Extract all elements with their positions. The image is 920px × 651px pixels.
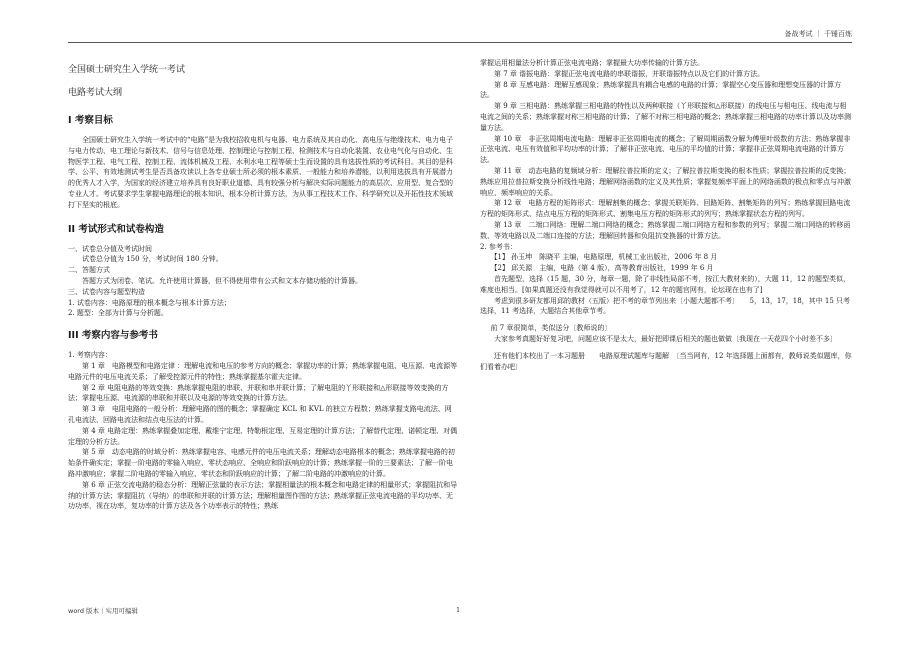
chapter-paragraph: 第 12 章 电路方程的矩阵形式：理解割集的概念；掌握关联矩阵、回路矩阵、割集矩阵的列写；熟练掌握回路电流方程的矩阵形式、结点电压方程的矩阵形式、割集电压方程的矩阵形式的列写；熟练掌握状态方程的列写。 — [480, 199, 851, 219]
chapter-paragraph: 第 1 章 电路模型和电路定律 ：理解电流和电压的参考方向的概念；掌握功率的计算；熟练掌握电阻、电压源、电流源等电路元件的电压电流关系；了解受控源元件的特性；熟练掌握基尔霍夫定律。 — [68, 361, 458, 381]
chapter-paragraph: 第 8 章 互感电路：理解互感现象；熟练掌握具有耦合电感的电路的计算；掌握空心变压器和理想变压器的计算方法。 — [480, 80, 842, 100]
reference-item: 【1】 孙玉坤 陈晓平 主编，电路原理，机械工业出版社，2006 年 8 月 — [490, 253, 718, 262]
chapter-paragraph: 第 2 章 电阻电路的等效变换：熟练掌握电阻的串联、并联和串并联计算；了解电阻的丫形联接和△形联接等效变换的方法；掌握电压源、电流源的串联和并联以及电源的等效变换的计算方法。 — [68, 383, 449, 403]
note-paragraph: 大家参考真题好好复习吧，问题应该不是太大，最好把即课后相关的题也做做〔我现在一天花四个小时差不多〕 — [494, 334, 837, 343]
chapter-paragraph: 第 13 章 二端口网络：理解二端口网络的概念；熟练掌握二端口网络方程和参数的列写；掌握二端口网络的转移函数、等效电路以及二端口连接的方法；理解回转器和负阻抗变换器的计算方法。 — [480, 220, 851, 240]
section-heading-2: II 考试形式和试卷构造 — [68, 223, 164, 235]
note-paragraph: 首先题型，选择（15 题，30 分，每章一题，除了非线性局部不考，按江大教材来的），大题 11，12 的题型类似，难度也相当。[如果真题还没有我觉得就可以不用考了，12 年的题官网有，论坛现在也有了] — [480, 274, 851, 294]
exam-item-line: 试卷总分值为 150 分，考试时间 180 分钟。 — [82, 255, 223, 264]
chapter-paragraph: 第 7 章 谐振电路：掌握正弦电流电路的串联谐振，并联谐振特点以及它们的计算方法。 — [494, 69, 765, 78]
document-title: 全国硕士研究生入学统一考试 — [68, 65, 186, 75]
page-header: 备战考试 ｜ 千锤百炼 — [784, 30, 852, 38]
chapter-paragraph: 第 9 章 三相电路：熟练掌握三相电路的特性以及两种联接（丫形联接和△形联接）的线电压与相电压、线电流与相电流之间的关系；熟练掌握对称三相电路的计算；了解不对称三相电路的概念；熟练掌握三相电路的功率计算以及功率测量方法。 — [480, 102, 851, 132]
exam-item-line: 答题方式为闭卷、笔试。允许使用计算器，但不得使用带有公式和文本存储功能的计算器。 — [82, 276, 362, 285]
exam-item-line: 2. 题型：全部为计算与分析题。 — [68, 309, 168, 318]
chapter-paragraph: 第 10 章 非正弦周期电流电路：理解非正弦周期电流的概念；了解周期函数分解为傅里叶级数的方法；熟练掌握非正弦电流、电压有效值和平均功率的计算；了解非正弦电流、电压的平均值的计算；掌握非正弦周期电流电路的计算方法。 — [480, 134, 851, 165]
note-paragraph: 还有他们本校出了一本习题册 电路原理试题库与题解 〔当当网有，12 年选择题上面都有，教师说类似题库，你们看着办吧〕 — [480, 351, 852, 371]
content-intro: 1. 考察内容： — [68, 351, 112, 360]
section-heading-1: I 考察目标 — [68, 115, 113, 126]
reference-item: 【2】 邱关源 主编，电路（第 4 版），高等教育出版社，1999 年 6 月 — [490, 264, 714, 273]
chapter-paragraph: 掌握运用相量法分析计算正弦电流电路；掌握最大功率传输的计算方法。 — [480, 59, 704, 67]
section-1-paragraph: 全国硕士研究生入学统一考试中的“电路”是为我校招收电机与电器、电力系统及其自动化、高电压与绝缘技术、电力电子与电力传动、电工理论与新技术、信号与信息处理、控制理论与控制工程、检测技术与自动化装置、农业电气化与自动化、生物医学工程、电气工程、控制工程、流体机械及工程、水利水电工程等硕士生而设置的具有选拔性质的考试科目。其目的是科学、公平、有效地测试考生是否具备攻读以上各专业硕士所必须的根本素质、一般能力和培养潜能，以利用选拔具有开展潜力的优秀人才入学，为国家的经济建立培养具有良好职业道德、具有较强分析与解决实际问题能力的高层次、应用型、复合型的专业人才。考试要求学生掌握电路理论的根本知识、根本分析计算方法，为从事工程技术工作、科学研究以及开拓性技术领域打下坚实的根底。 — [68, 136, 454, 209]
note-paragraph: 考虑到很多研友都用邱的教材（五版）把不考的章节列出来〔小题大题都不考〕 5，13，17，18，其中 15 只考选择，11 考选择，大题结合其他章节考。 — [480, 296, 851, 316]
references-label: 2. 参考书： — [480, 242, 517, 251]
page-footer: word 版本｜实用可编辑 — [68, 607, 139, 615]
exam-item-line: 三、试卷内容与题型构造 — [68, 287, 145, 296]
left-column — [68, 64, 458, 512]
chapter-paragraph: 第 4 章 电路定理：熟练掌握叠加定理、戴维宁定理、特勒根定理、互易定理的计算方法；了解替代定理、诺顿定理、对偶定理的分析方法。 — [68, 426, 458, 446]
page-number: 1 — [456, 606, 461, 614]
exam-item-line: 一、试卷总分值及考试时间 — [68, 244, 152, 253]
exam-item-line: 二、答题方式 — [68, 266, 110, 275]
document-subtitle: 电路考试大纲 — [68, 88, 123, 98]
right-column — [480, 58, 852, 372]
note-paragraph: 前 7 章很简单，类似送分〔教师说的〕 — [490, 324, 612, 333]
header-rule — [68, 42, 852, 43]
chapter-paragraph: 第 5 章 动态电路的时域分析：熟练掌握电容、电感元件的电压电流关系；理解动态电路根本的概念；熟练掌握电路的初始条件确实定；掌握一阶电路的零输入响应、零状态响应、全响应和阶跃响应的计算；熟练掌握一阶的三要素法；了解一阶电路冲激响应；掌握二阶电路的零输入响应、零状态和阶跃响应的计算；了解二阶电路的冲激响应的计算。 — [68, 448, 455, 478]
chapter-paragraph: 第 6 章 正弦交流电路的稳态分析：理解正弦量的表示方法；掌握相量法的根本概念和电路定律的相量形式；掌握阻抗和导纳的计算方法；掌握阻抗（导纳）的串联和并联的计算方法；理解相量图作图的方法；熟练掌握正弦电流电路的平均功率、无功功率，视在功率，复功率的计算方法及各个功率表示的特性；熟练 — [68, 480, 458, 511]
chapter-paragraph: 第 11 章 动态电路的复频域分析：理解拉普拉斯的定义；了解拉普拉斯变换的根本性质；掌握拉普拉斯的反变换；熟练应用拉普拉斯变换分析线性电路；理解网络函数的定义及其性质；掌握复频率平面上的网络函数的极点和零点与冲激响应、频率响应的关系。 — [480, 166, 851, 197]
chapter-paragraph: 第 3 章 电阻电路的一般分析：理解电路的图的概念；掌握确定 KCL 和 KVL 的独立方程数；熟练掌握支路电流法、网孔电流法、回路电流法和结点电压法的计算。 — [68, 405, 452, 424]
exam-item-line: 1. 试卷内容：电路原理的根本概念与根本计算方法； — [68, 298, 231, 307]
section-heading-3: III 考察内容与参考书 — [68, 330, 158, 342]
